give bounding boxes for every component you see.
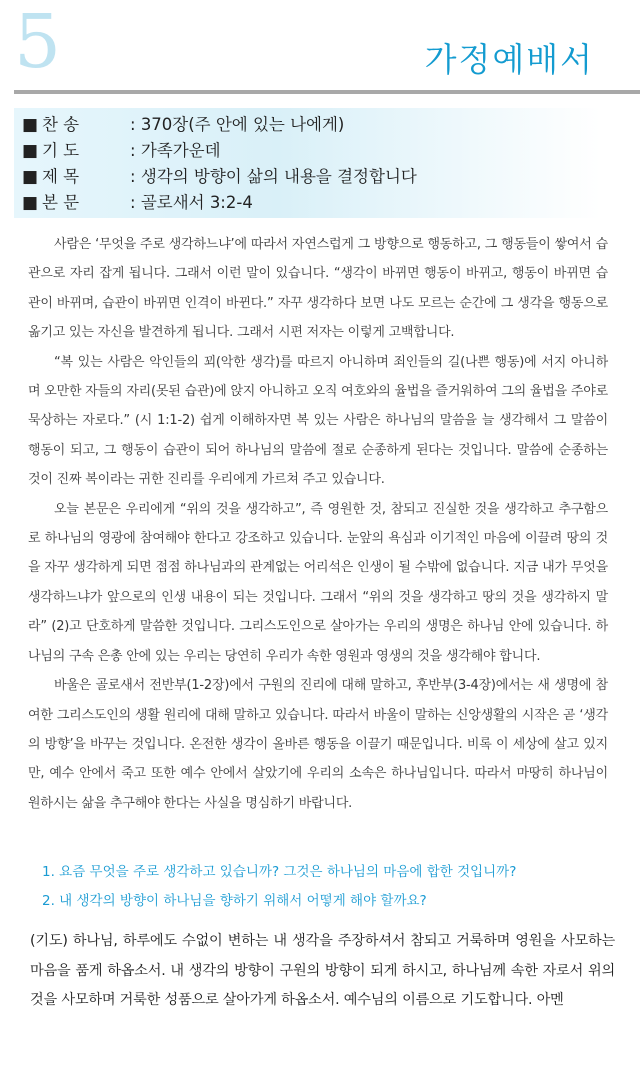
page-title: 가정예배서: [424, 40, 594, 79]
sermon-body: [28, 230, 608, 818]
square-bullet-icon: ■: [22, 167, 39, 187]
sermon-title-row: ■ 제 목 : 생각의 방향이 삶의 내용을 결정합니다: [22, 164, 417, 190]
body-paragraph: “복 있는 사람은 악인들의 꾀(악한 생각)를 따르지 아니하며 죄인들의 길(나쁜 행동)에 서지 아니하며 오만한 자들의 자리(못된 습관)에 앉지 아니하고 오직 여호와의 율법을 즐거워하여 그의 율법을 주야로 묵상하는 자로다.” (시 1:1-2) 쉽게 이해하자면 복 있는 사람은 하나님의 말씀을 늘 생각해서 그 말씀이 행동이 되고, 그 행동이 습관이 되어 하나님의 말씀에 절로 순종하게 된다는 것입니다. 말씀에 순종하는 것이 진짜 복이라는 귀한 진리를 우리에게 가르쳐 주고 있습니다.: [28, 354, 608, 488]
scripture-label: 본 문: [42, 193, 80, 212]
header-divider: [14, 90, 640, 94]
hymn-value: 370장(주 안에 있는 나에게): [140, 115, 345, 134]
body-paragraph: 사람은 ‘무엇을 주로 생각하느냐’에 따라서 자연스럽게 그 방향으로 행동하고, 그 행동들이 쌓여서 습관으로 자리 잡게 됩니다. 그래서 이런 말이 있습니다. “생각이 바뀌면 행동이 바뀌고, 행동이 바뀌면 습관이 바뀌며, 습관이 바뀌면 인격이 바뀐다.” 자꾸 생각하다 보면 나도 모르는 순간에 그 생각을 행동으로 옮기고 있는 자신을 발견하게 됩니다. 그래서 시편 저자는 이렇게 고백합니다.: [28, 237, 608, 341]
sermon-title-value: 생각의 방향이 삶의 내용을 결정합니다: [140, 167, 417, 186]
hymn-label: 찬 송: [42, 115, 80, 134]
square-bullet-icon: ■: [22, 193, 39, 213]
prayer-leader-row: ■ 기 도 : 가족가운데: [22, 138, 221, 164]
square-bullet-icon: ■: [22, 115, 39, 135]
scripture-value: 골로새서 3:2-4: [140, 193, 253, 212]
worship-info-box: [14, 108, 601, 218]
square-bullet-icon: ■: [22, 141, 39, 161]
page-number: 5: [14, 0, 62, 85]
sermon-title-label: 제 목: [42, 167, 80, 186]
scripture-row: ■ 본 문 : 골로새서 3:2-4: [22, 190, 253, 216]
question-2: 2. 내 생각의 방향이 하나님을 향하기 위해서 어떻게 해야 할까요?: [42, 893, 427, 909]
closing-prayer: (기도) 하나님, 하루에도 수없이 변하는 내 생각을 주장하셔서 참되고 거룩하며 영원을 사모하는 마음을 품게 하옵소서. 내 생각의 방향이 구원의 방향이 되게 하시고, 하나님께 속한 자로서 위의 것을 사모하며 거룩한 성품으로 살아가게 하옵소서. 예수님의 이름으로 기도합니다. 아멘: [30, 933, 615, 1009]
prayer-leader-value: 가족가운데: [140, 141, 221, 160]
question-1: 1. 요즘 무엇을 주로 생각하고 있습니까? 그것은 하나님의 마음에 합한 것입니까?: [42, 864, 517, 880]
reflection-questions: [42, 858, 612, 916]
hymn-row: ■ 찬 송 : 370장(주 안에 있는 나에게): [22, 112, 344, 138]
body-paragraph: 오늘 본문은 우리에게 “위의 것을 생각하고”, 즉 영원한 것, 참되고 진실한 것을 생각하고 추구함으로 하나님의 영광에 참여해야 한다고 강조하고 있습니다. 눈앞의 욕심과 이기적인 마음에 이끌려 땅의 것을 자꾸 생각하게 되면 점점 하나님과의 관계없는 어리석은 인생이 될 수밖에 없습니다. 지금 내가 무엇을 생각하느냐가 앞으로의 인생 내용이 되는 것입니다. 그래서 “위의 것을 생각하고 땅의 것을 생각하지 말라” (2)고 단호하게 말씀한 것입니다. 그리스도인으로 살아가는 우리의 생명은 하나님 안에 있습니다. 하나님의 구속 은총 안에 있는 우리는 당연히 우리가 속한 영원과 영생의 것을 생각해야 합니다.: [28, 501, 608, 664]
prayer-leader-label: 기 도: [42, 141, 80, 160]
body-paragraph: 바울은 골로새서 전반부(1-2장)에서 구원의 진리에 대해 말하고, 후반부(3-4장)에서는 새 생명에 참여한 그리스도인의 생활 원리에 대해 말하고 있습니다. 따라서 바울이 말하는 신앙생활의 시작은 곧 ‘생각의 방향’을 바꾸는 것입니다. 온전한 생각이 올바른 행동을 이끌기 때문입니다. 비록 이 세상에 살고 있지만, 예수 안에서 죽고 또한 예수 안에서 살았기에 우리의 소속은 하나님입니다. 따라서 마땅히 하나님이 원하시는 삶을 추구해야 한다는 사실을 명심하기 바랍니다.: [28, 678, 608, 811]
